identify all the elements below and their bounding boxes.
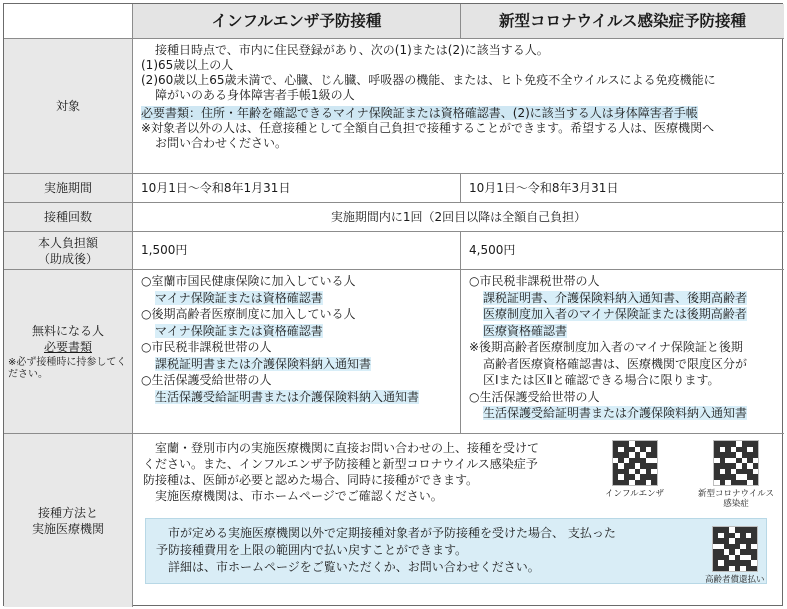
free-covid-doc2: 生活保護受給証明書または介護保険料納入通知書: [483, 406, 748, 420]
free-influenza-doc-1: マイナ保険証または資格確認書: [155, 323, 323, 338]
vaccination-info-table: [3, 3, 783, 606]
qr-code-covid-icon[interactable]: [713, 440, 759, 486]
method-label-line2: 実施医療機関: [31, 521, 104, 536]
free-influenza-head-2: ○市民税非課税世帯の人: [141, 340, 272, 354]
eligibility-line3: (2)60歳以上65歳未満で、心臓、じん臓、呼吸器の機能、または、ヒト免疫不全ウイルスによる免疫機能に: [141, 73, 716, 87]
qr-influenza-caption: インフルエンザ: [605, 489, 665, 499]
free-covid-head2: ○生活保護受給世帯の人: [469, 389, 600, 404]
period-label-text: 実施期間: [43, 181, 92, 195]
free-covid-note-line2: 高齢者医療資格確認書は、医療機関で限度区分が: [483, 356, 748, 371]
count-label: [4, 203, 133, 232]
period-covid: 10月1日～令和8年3月31日: [461, 174, 784, 203]
period-influenza: 10月1日～令和8年1月31日: [133, 174, 461, 203]
free-label: [4, 270, 133, 434]
free-influenza-doc-2: 課税証明書または介護保険料納入通知書: [155, 356, 372, 371]
method-label-line1: 接種方法と: [37, 505, 98, 520]
free-covid: [461, 270, 784, 434]
free-influenza-head-0: ○室蘭市国民健康保険に加入している人: [141, 274, 356, 288]
method-text-line3: 防接種は、医師が必要と認めた場合、同時に接種ができます。: [143, 473, 479, 487]
method-content: [133, 434, 784, 607]
qr-covid-caption-line1: 新型コロナウイルス: [698, 489, 774, 499]
free-label-line2: 必要書類: [43, 339, 92, 354]
free-label-line1: 無料になる人: [31, 323, 104, 338]
qr-refund-block[interactable]: [705, 526, 765, 585]
header-corner: [4, 4, 133, 39]
qr-influenza-block[interactable]: [605, 440, 664, 499]
eligibility-label: [4, 39, 133, 174]
eligibility-line1: 接種日時点で、市内に住民登録があり、次の(1)または(2)に該当する人。: [155, 43, 549, 57]
fee-label-line1: 本人負担額: [37, 235, 98, 250]
eligibility-label-text: 対象: [55, 99, 80, 113]
fee-covid: 4,500円: [461, 232, 784, 270]
refund-line2: 予防接種費用を上限の範囲内で払い戻すことができます。: [156, 543, 468, 557]
refund-line1: 市が定める実施医療機関以外で定期接種対象者が予防接種を受けた場合、 支払った: [168, 526, 616, 540]
count-value: 実施期間内に1回（2回目以降は全額自己負担）: [133, 203, 784, 232]
method-text-line4: 実施医療機関は、市ホームページでご確認ください。: [155, 489, 443, 503]
free-covid-note-line1: ※後期高齢者医療制度加入者のマイナ保険証と後期: [469, 340, 743, 354]
qr-code-refund-icon[interactable]: [712, 526, 758, 572]
eligibility-note2: お問い合わせください。: [155, 136, 288, 150]
free-influenza: [133, 270, 461, 434]
eligibility-docs: 必要書類：住所・年齢を確認できるマイナ保険証または資格確認書、(2)に該当する人は身体障害者手帳: [141, 106, 698, 120]
method-text: [143, 440, 573, 504]
refund-notice-box: [145, 518, 767, 584]
eligibility-content: [133, 39, 784, 174]
fee-label: [4, 232, 133, 270]
count-label-text: 接種回数: [43, 210, 92, 224]
qr-code-influenza-icon[interactable]: [612, 440, 658, 486]
free-label-note: ※必ず接種時に持参してください。: [8, 356, 127, 380]
qr-refund-caption: 高齢者償還払い: [705, 575, 765, 585]
free-covid-doc1-line1: 課税証明書、介護保険料納入通知書、後期高齢者: [483, 290, 748, 305]
header-influenza: インフルエンザ予防接種: [133, 4, 461, 39]
free-covid-doc1-line3: 医療資格確認書: [483, 323, 568, 338]
free-influenza-doc-0: マイナ保険証または資格確認書: [155, 290, 323, 305]
header-covid: 新型コロナウイルス感染症予防接種: [461, 4, 784, 39]
method-text-line1: 室蘭・登別市内の実施医療機関に直接お問い合わせの上、接種を受けて: [155, 441, 540, 455]
free-covid-note-line3: 区Ⅰまたは区Ⅱと確認できる場合に限ります。: [483, 373, 720, 387]
free-influenza-doc-3: 生活保護受給証明書または介護保険料納入通知書: [155, 389, 420, 404]
eligibility-note1: ※対象者以外の人は、任意接種として全額自己負担で接種することができます。希望する人は、医療機関へ: [141, 121, 715, 135]
eligibility-line4: 障がいのある身体障害者手帳1級の人: [155, 88, 355, 102]
fee-label-line2: （助成後）: [37, 251, 98, 266]
refund-line3: 詳細は、市ホームページをご覧いただくか、お問い合わせください。: [168, 560, 540, 574]
period-label: [4, 174, 133, 203]
free-influenza-head-1: ○後期高齢者医療制度に加入している人: [141, 307, 356, 321]
free-covid-head1: ○市民税非課税世帯の人: [469, 274, 600, 288]
qr-covid-caption-line2: 感染症: [723, 499, 749, 509]
free-influenza-head-3: ○生活保護受給世帯の人: [141, 373, 272, 387]
method-label: [4, 434, 133, 607]
qr-covid-block[interactable]: [698, 440, 774, 509]
free-covid-doc1-line2: 医療制度加入者のマイナ保険証または後期高齢者: [483, 307, 747, 321]
method-text-line2: ください。また、インフルエンザ予防接種と新型コロナウイルス感染症予: [143, 457, 538, 471]
eligibility-line2: (1)65歳以上の人: [141, 58, 234, 72]
fee-influenza: 1,500円: [133, 232, 461, 270]
